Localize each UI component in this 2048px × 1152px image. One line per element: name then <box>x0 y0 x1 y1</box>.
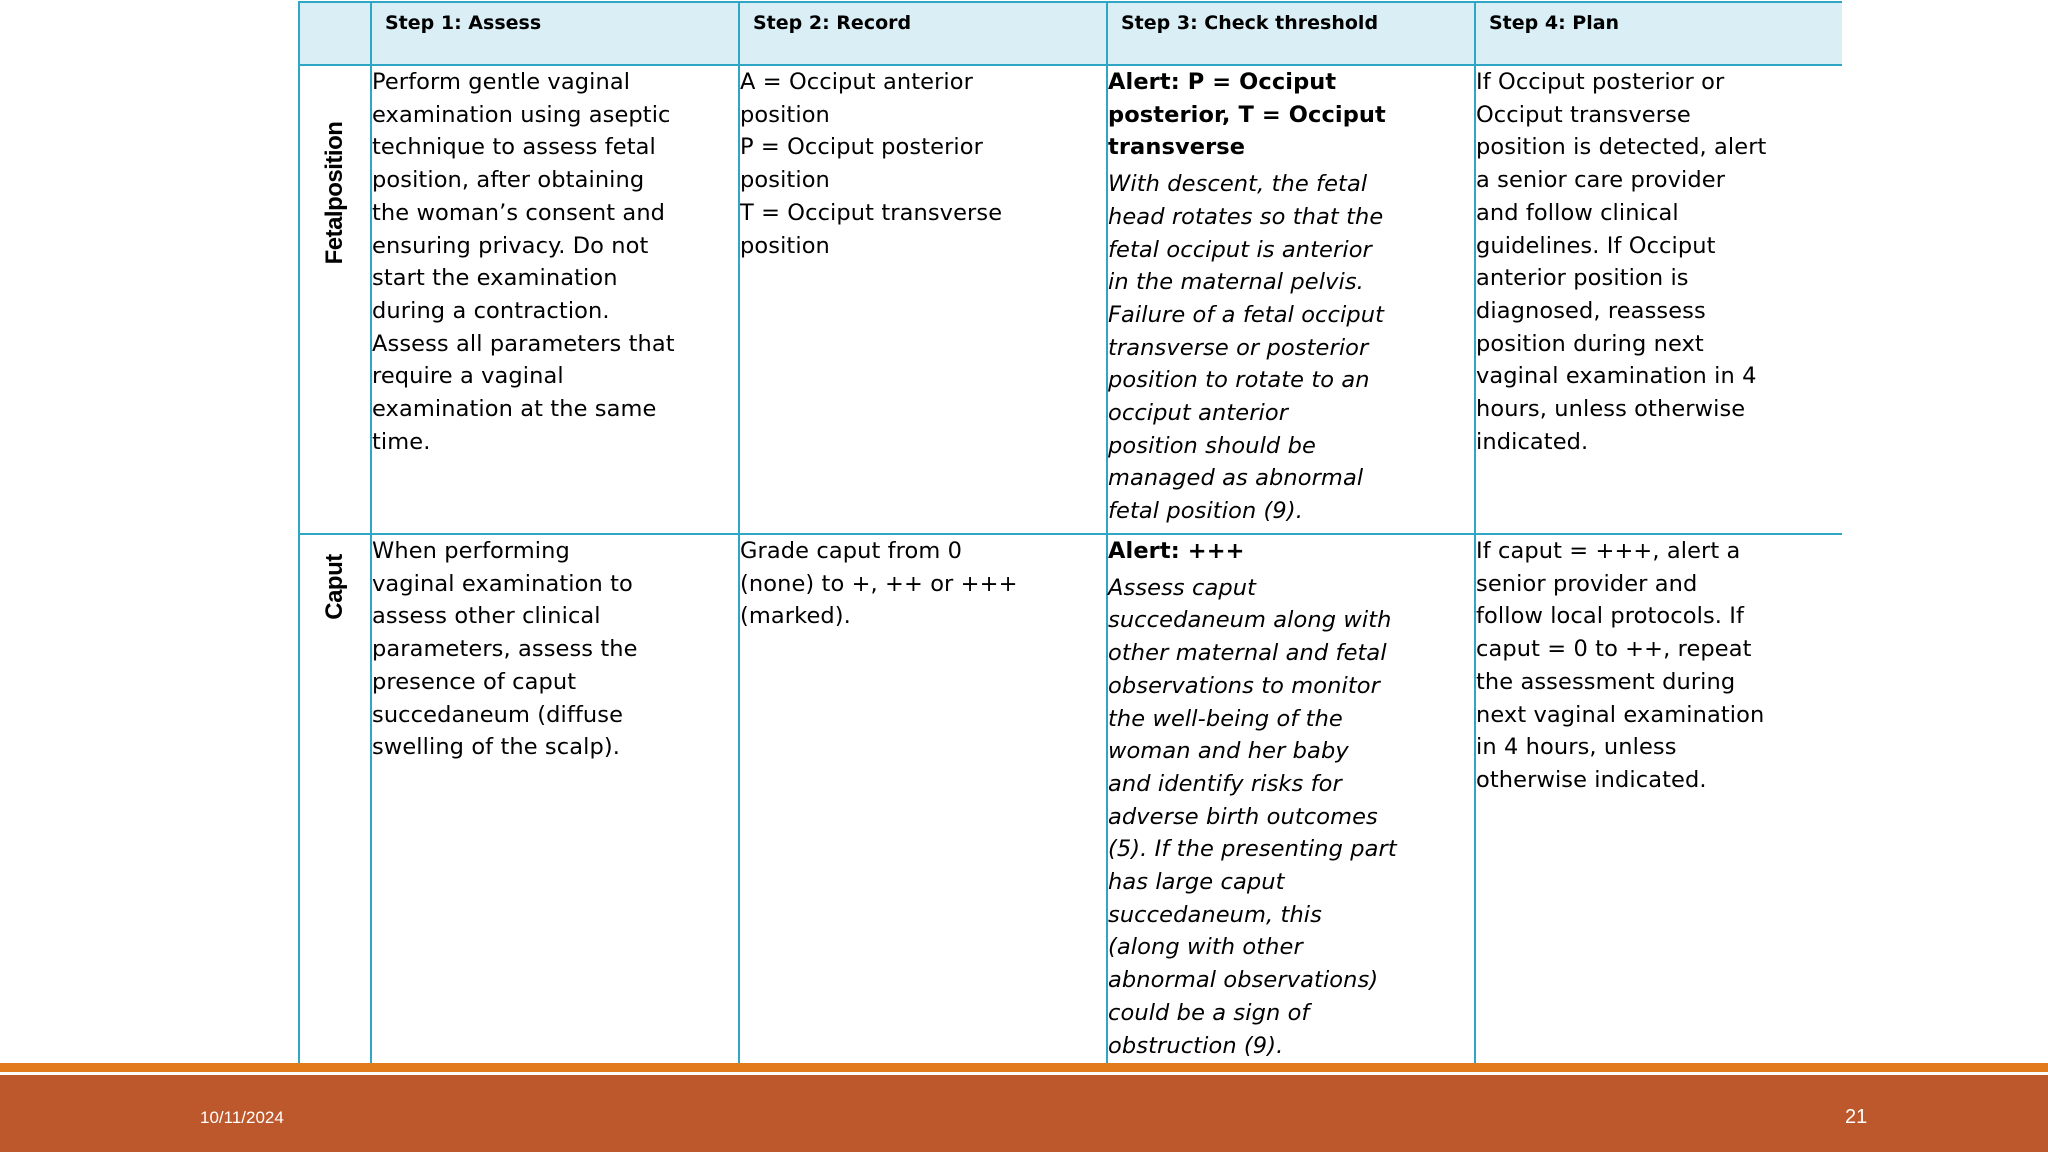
plan-cell <box>1475 534 1842 1069</box>
cell-text-line: require a vaginal <box>372 363 564 390</box>
page-number: 21 <box>1845 1106 1868 1128</box>
labour-assessment-table <box>298 1 1842 1069</box>
cell-text-line: abnormal observations) <box>1108 967 1379 994</box>
cell-text-line: position <box>740 232 830 259</box>
cell-text-line: Assess all parameters that <box>372 330 675 357</box>
cell-text-line: Failure of a fetal occiput <box>1108 301 1385 328</box>
threshold-alert <box>1108 66 1474 164</box>
cell-text-line: in 4 hours, unless <box>1476 734 1677 761</box>
cell-text-line: Perform gentle vaginal <box>372 69 631 95</box>
cell-text-line: examination at the same <box>372 396 657 423</box>
cell-text-line: succedaneum, this <box>1108 901 1322 928</box>
cell-text-line: the well-being of the <box>1108 705 1343 732</box>
table-row <box>299 65 1842 534</box>
cell-text-line: fetal occiput is anterior <box>1108 236 1372 263</box>
cell-text-line: has large caput <box>1108 869 1285 896</box>
cell-text-line: diagnosed, reassess <box>1476 297 1706 324</box>
assess-cell <box>371 534 739 1069</box>
cell-text-line: ensuring privacy. Do not <box>372 232 649 259</box>
cell-text-line: position to rotate to an <box>1108 367 1370 394</box>
row-label-fetal-position: Fetalposition <box>321 121 348 265</box>
row-label-cell <box>299 534 371 1069</box>
cell-text-line: T = Occiput transverse <box>740 199 1003 226</box>
threshold-note <box>1108 572 1474 1063</box>
cell-text-line: observations to monitor <box>1108 672 1381 699</box>
plan-cell <box>1475 65 1842 534</box>
cell-text-line: managed as abnormal <box>1108 465 1364 492</box>
cell-text-line: swelling of the scalp). <box>372 734 620 761</box>
header-cell <box>1475 2 1842 65</box>
table-row <box>299 534 1842 1069</box>
cell-text-line: fetal position (9). <box>1108 498 1303 525</box>
cell-text-line: position <box>740 101 830 128</box>
cell-text-line: examination using aseptic <box>372 101 671 128</box>
header-corner-cell <box>299 2 371 65</box>
cell-text-line: technique to assess fetal <box>372 134 656 161</box>
cell-text-line: (5). If the presenting part <box>1108 836 1397 863</box>
cell-text-line: succedaneum (diffuse <box>372 701 624 728</box>
cell-text-line: other maternal and fetal <box>1108 640 1387 667</box>
cell-text-line: Assess caput <box>1108 574 1256 601</box>
cell-text-line: Alert: +++ <box>1108 538 1245 564</box>
cell-text-line: woman and her baby <box>1108 738 1349 765</box>
cell-text-line: Alert: P = Occiput <box>1108 69 1337 95</box>
cell-text-line: follow local protocols. If <box>1476 603 1745 630</box>
cell-text-line: and follow clinical <box>1476 199 1679 226</box>
footer-accent-line <box>0 1063 2048 1072</box>
header-step2: Step 2: Record <box>753 12 912 34</box>
record-cell <box>739 65 1107 534</box>
cell-text-line: assess other clinical <box>372 603 601 630</box>
cell-text-line: (none) to +, ++ or +++ <box>740 570 1018 597</box>
threshold-alert <box>1108 535 1474 568</box>
cell-text-line: When performing <box>372 538 570 564</box>
cell-text-line: Occiput transverse <box>1476 101 1691 128</box>
cell-text-line: in the maternal pelvis. <box>1108 269 1364 296</box>
cell-text-line: during a contraction. <box>372 297 610 324</box>
cell-text-line: adverse birth outcomes <box>1108 803 1378 830</box>
cell-text-line: succedaneum along with <box>1108 607 1392 634</box>
cell-text-line: position should be <box>1108 432 1316 459</box>
cell-text-line: otherwise indicated. <box>1476 766 1707 793</box>
cell-text-line: time. <box>372 428 431 455</box>
cell-text-line: start the examination <box>372 265 618 292</box>
cell-text-line: presence of caput <box>372 668 577 695</box>
cell-text-line: occiput anterior <box>1108 400 1289 427</box>
row-label-caput: Caput <box>321 554 348 620</box>
cell-text-line: could be a sign of <box>1108 999 1310 1026</box>
cell-text-line: If Occiput posterior or <box>1476 69 1725 95</box>
cell-text-line: posterior, T = Occiput <box>1108 101 1386 128</box>
cell-text-line: indicated. <box>1476 428 1589 455</box>
cell-text-line: caput = 0 to ++, repeat <box>1476 636 1752 663</box>
table-header-row <box>299 2 1842 65</box>
header-cell <box>371 2 739 65</box>
cell-text-line: the assessment during <box>1476 668 1736 695</box>
cell-text-line: Grade caput from 0 <box>740 538 963 564</box>
cell-text-line: parameters, assess the <box>372 636 638 663</box>
cell-text-line: position, after obtaining <box>372 167 645 194</box>
header-cell <box>739 2 1107 65</box>
row-label-cell <box>299 65 371 534</box>
assess-cell <box>371 65 739 534</box>
cell-text-line: P = Occiput posterior <box>740 134 983 161</box>
cell-text-line: the woman’s consent and <box>372 199 666 226</box>
cell-text-line: transverse <box>1108 134 1246 161</box>
cell-text-line: (along with other <box>1108 934 1303 961</box>
cell-text-line: If caput = +++, alert a <box>1476 538 1741 564</box>
cell-text-line: hours, unless otherwise <box>1476 396 1746 423</box>
threshold-note <box>1108 168 1474 528</box>
cell-text-line: senior provider and <box>1476 570 1698 597</box>
threshold-cell <box>1107 65 1475 534</box>
cell-text-line: a senior care provider <box>1476 167 1726 194</box>
cell-text-line: With descent, the fetal <box>1108 171 1368 198</box>
table-container <box>298 1 1842 1069</box>
cell-text-line: vaginal examination in 4 <box>1476 363 1757 390</box>
cell-text-line: head rotates so that the <box>1108 203 1384 230</box>
header-step1: Step 1: Assess <box>385 12 542 34</box>
header-step4: Step 4: Plan <box>1489 12 1620 34</box>
cell-text-line: position is detected, alert <box>1476 134 1767 161</box>
header-cell <box>1107 2 1475 65</box>
record-cell <box>739 534 1107 1069</box>
cell-text-line: next vaginal examination <box>1476 701 1765 728</box>
cell-text-line: and identify risks for <box>1108 770 1342 797</box>
cell-text-line: obstruction (9). <box>1108 1032 1284 1059</box>
cell-text-line: vaginal examination to <box>372 570 633 597</box>
cell-text-line: A = Occiput anterior <box>740 69 973 95</box>
cell-text-line: position during next <box>1476 330 1704 357</box>
cell-text-line: transverse or posterior <box>1108 334 1369 361</box>
threshold-cell <box>1107 534 1475 1069</box>
header-step3: Step 3: Check threshold <box>1121 12 1379 34</box>
cell-text-line: (marked). <box>740 603 851 630</box>
cell-text-line: guidelines. If Occiput <box>1476 232 1716 259</box>
footer-date: 10/11/2024 <box>200 1108 284 1127</box>
cell-text-line: anterior position is <box>1476 265 1689 292</box>
cell-text-line: position <box>740 167 830 194</box>
footer-band <box>0 1075 2048 1152</box>
